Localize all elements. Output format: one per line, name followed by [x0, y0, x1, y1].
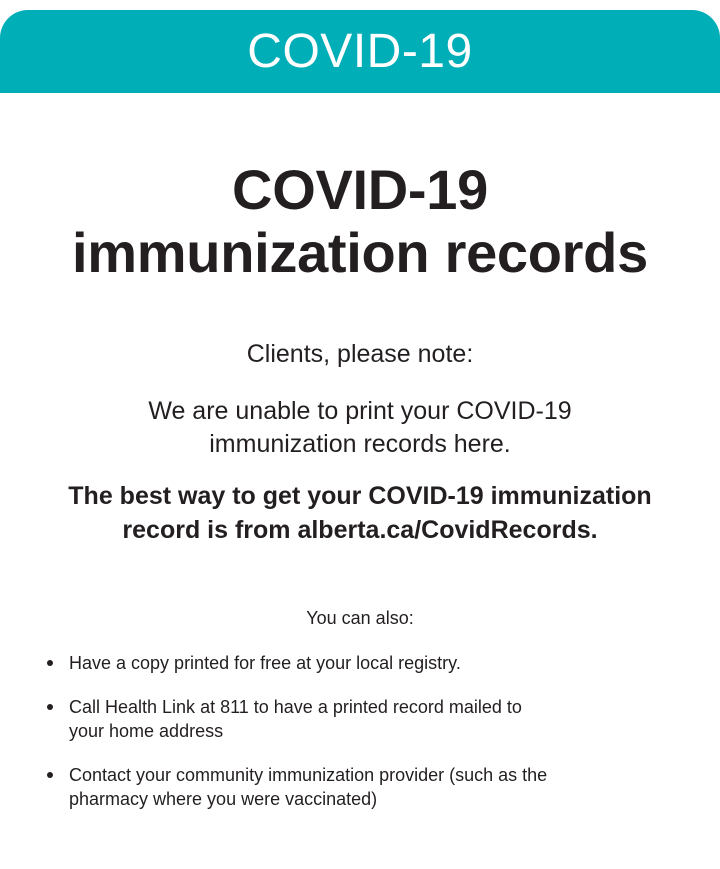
page-title-line-2: immunization records — [72, 221, 648, 284]
list-item — [45, 695, 685, 743]
alternatives-heading: You can also: — [306, 608, 414, 628]
list-item — [45, 763, 685, 811]
list-item-line-1: Call Health Link at 811 to have a printed record mailed to — [69, 697, 522, 717]
list-item — [45, 651, 685, 675]
banner-title: COVID-19 — [247, 25, 473, 78]
page-title — [0, 158, 720, 284]
list-item-line-2: your home address — [69, 721, 224, 741]
best-way-line-2: record is from alberta.ca/CovidRecords. — [122, 516, 598, 544]
notice-heading: Clients, please note: — [246, 340, 474, 368]
list-item-line-2: pharmacy where you were vaccinated) — [69, 789, 378, 809]
page-title-line-1: COVID-19 — [232, 158, 488, 221]
best-way-line-1: The best way to get your COVID-19 immunization — [68, 482, 652, 510]
notice-body-line-1: We are unable to print your COVID-19 — [148, 397, 572, 425]
list-item-line-1: Contact your community immunization provider (such as the — [69, 765, 548, 785]
bullet-icon — [47, 772, 53, 778]
bullet-icon — [47, 660, 53, 666]
bullet-icon — [47, 704, 53, 710]
notice-body — [0, 395, 720, 461]
header-banner — [0, 10, 720, 93]
alternatives-list — [45, 651, 685, 831]
best-way-statement — [0, 479, 720, 547]
notice-body-line-2: immunization records here. — [209, 430, 511, 458]
list-item-line-1: Have a copy printed for free at your local registry. — [69, 653, 461, 673]
